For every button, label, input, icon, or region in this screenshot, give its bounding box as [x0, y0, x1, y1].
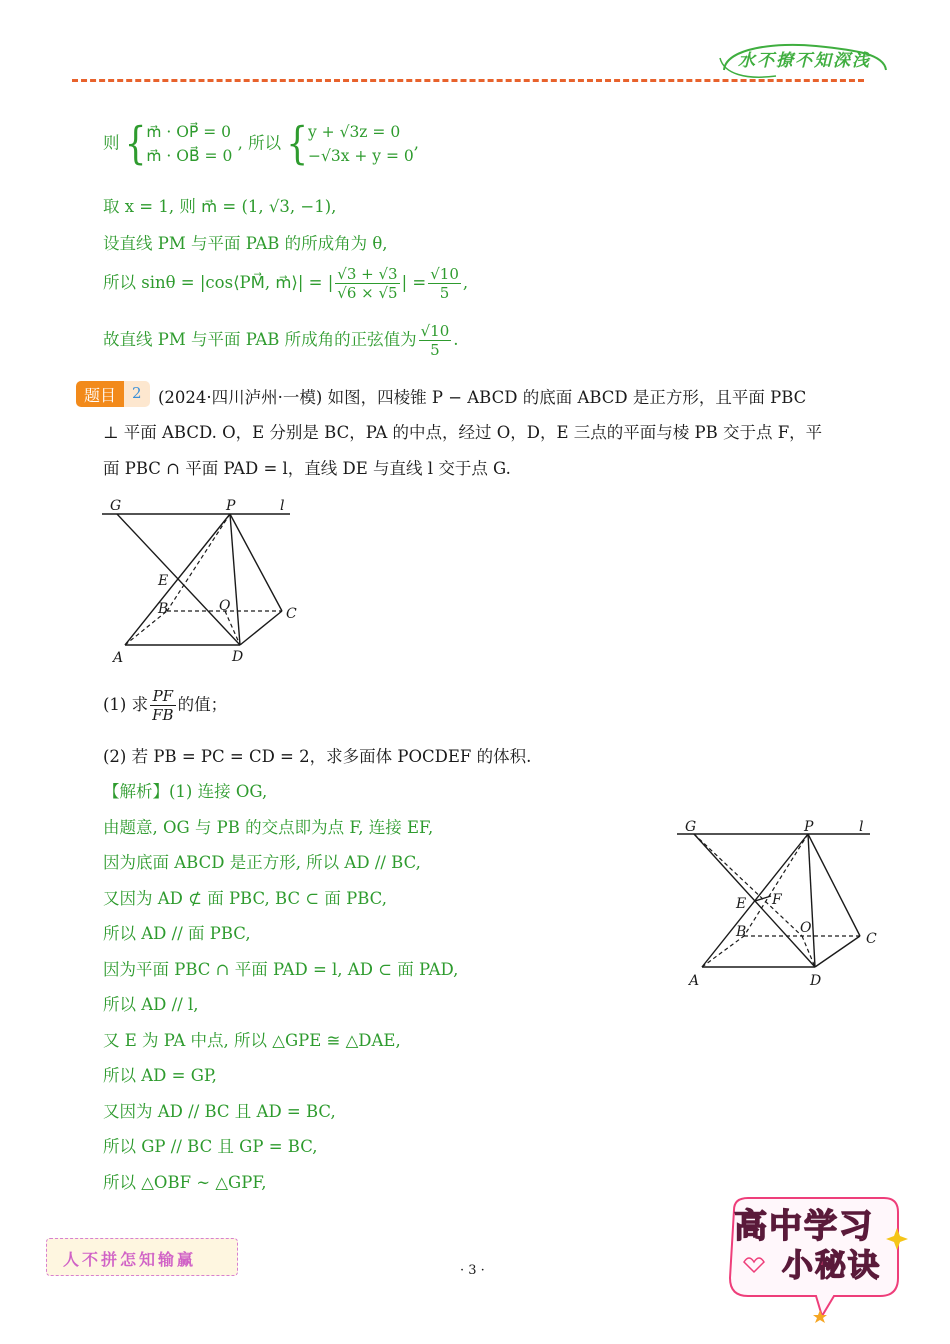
analysis-line: 所以 △OBF ∼ △GPF, [103, 1173, 267, 1192]
eq-m-ob: m⃗ · OB⃗ = 0 [146, 147, 233, 165]
analysis-line: 又 E 为 PA 中点, 所以 △GPE ≅ △DAE, [103, 1031, 401, 1050]
edge-dc [240, 611, 282, 645]
label-a: A [689, 973, 700, 989]
label-c: C [866, 931, 877, 947]
problem-tag [76, 381, 150, 407]
edge-pa [125, 514, 230, 645]
abs-close: | = [401, 273, 427, 292]
question-1 [103, 687, 227, 724]
header-divider [72, 79, 864, 82]
sin-expression: 所以 sinθ = |cos⟨PM⃗, m⃗⟩| = | [103, 273, 334, 292]
solution-line-sin [103, 265, 468, 302]
frac-den: √6 × √5 [337, 284, 398, 302]
pyramid-figure-1 [95, 490, 315, 670]
punct: , [462, 273, 469, 292]
label-f: F [772, 892, 782, 908]
question-1-suffix: 的值； [177, 695, 228, 714]
label-o: O [800, 920, 812, 936]
frac-den: 5 [439, 284, 450, 302]
badge-line-1: 高中学习 [734, 1206, 874, 1245]
label-e: E [158, 573, 169, 589]
edge-pd [808, 834, 815, 967]
label-c: C [286, 606, 297, 622]
frac-num: √10 [430, 265, 459, 283]
line-og [694, 834, 802, 936]
frac-den: FB [152, 706, 174, 724]
label-l: l [859, 819, 864, 835]
problem-tag-number: 2 [124, 381, 150, 407]
footer-motto-box [46, 1238, 238, 1276]
frac-num: √10 [420, 322, 450, 340]
analysis-line: 又因为 AD // BC 且 AD = BC, [103, 1102, 336, 1121]
line-gd [117, 514, 240, 645]
punct: , [413, 133, 419, 153]
eq-x-y: −√3x + y = 0 [307, 147, 414, 165]
edge-pb [744, 834, 808, 936]
edge-pc [808, 834, 860, 936]
question-1-prefix: (1) 求 [103, 695, 149, 714]
text-then: 则 [103, 133, 120, 153]
brace-icon: { [286, 118, 308, 170]
analysis-line: 因为平面 PBC ∩ 平面 PAD = l, AD ⊂ 面 PAD, [103, 960, 459, 979]
problem-tag-label: 题目 [76, 381, 124, 407]
brace-icon: { [124, 118, 147, 170]
study-tips-badge [714, 1192, 914, 1328]
label-p: P [804, 819, 814, 835]
label-e: E [736, 896, 747, 912]
analysis-line: 所以 AD // l, [103, 995, 199, 1014]
line-gd [694, 834, 815, 967]
conclusion-text: 故直线 PM 与平面 PAB 所成角的正弦值为 [103, 330, 417, 349]
edge-dc [815, 936, 860, 967]
problem-line-3: 面 PBC ∩ 平面 PAD = l，直线 DE 与直线 l 交于点 G. [103, 459, 511, 478]
frac-num: PF [150, 687, 175, 706]
frac-num: √3 + √3 [337, 265, 398, 283]
problem-line-1: (2024·四川泸州·一模) 如图，四棱锥 P − ABCD 的底面 ABCD 是正方形，且平面 PBC [158, 388, 807, 407]
punct: . [453, 330, 459, 349]
page-number: · 3 · [460, 1263, 485, 1278]
eq-y-z: y + √3z = 0 [307, 123, 401, 141]
label-d: D [810, 973, 822, 989]
label-b: B [158, 601, 169, 617]
edge-pc [230, 514, 282, 611]
eq-m-op: m⃗ · OP⃗ = 0 [146, 123, 232, 141]
analysis-line: 由题意, OG 与 PB 的交点即为点 F, 连接 EF, [103, 818, 434, 837]
question-2: (2) 若 PB = PC = CD = 2，求多面体 POCDEF 的体积. [103, 747, 532, 766]
problem-line-2: ⊥ 平面 ABCD. O，E 分别是 BC，PA 的中点，经过 O，D，E 三点的平面与棱 PB 交于点 F，平 [103, 423, 823, 442]
edge-pb [167, 514, 230, 611]
label-p: P [226, 498, 236, 514]
footer-motto: 人不拼怎知输赢 [63, 1250, 197, 1269]
label-b: B [736, 924, 747, 940]
analysis-line: 【解析】(1) 连接 OG, [103, 782, 268, 801]
frac-den: 5 [430, 341, 440, 359]
label-g: G [110, 498, 122, 514]
text-so: , 所以 [237, 133, 282, 153]
header-motto: 水不撩不知深浅 [738, 51, 871, 71]
label-d: D [232, 649, 244, 665]
badge-line-2: 小秘诀 [782, 1248, 881, 1284]
label-o: O [219, 598, 231, 614]
solution-line-conclusion [103, 322, 459, 359]
label-l: l [280, 498, 285, 514]
solution-line-take-x: 取 x = 1, 则 m⃗ = (1, √3, −1), [103, 197, 337, 216]
header-logo [716, 40, 892, 80]
analysis-line: 所以 GP // BC 且 GP = BC, [103, 1137, 318, 1156]
solution-line-angle: 设直线 PM 与平面 PAB 的所成角为 θ, [103, 234, 388, 253]
analysis-line: 所以 AD // 面 PBC, [103, 924, 251, 943]
analysis-line: 又因为 AD ⊄ 面 PBC, BC ⊂ 面 PBC, [103, 889, 387, 908]
solution-line-system [103, 120, 419, 168]
analysis-line: 所以 AD = GP, [103, 1066, 217, 1085]
analysis-line: 因为底面 ABCD 是正方形, 所以 AD // BC, [103, 853, 421, 872]
pyramid-figure-2 [672, 812, 882, 992]
label-a: A [113, 650, 124, 666]
label-g: G [685, 819, 697, 835]
